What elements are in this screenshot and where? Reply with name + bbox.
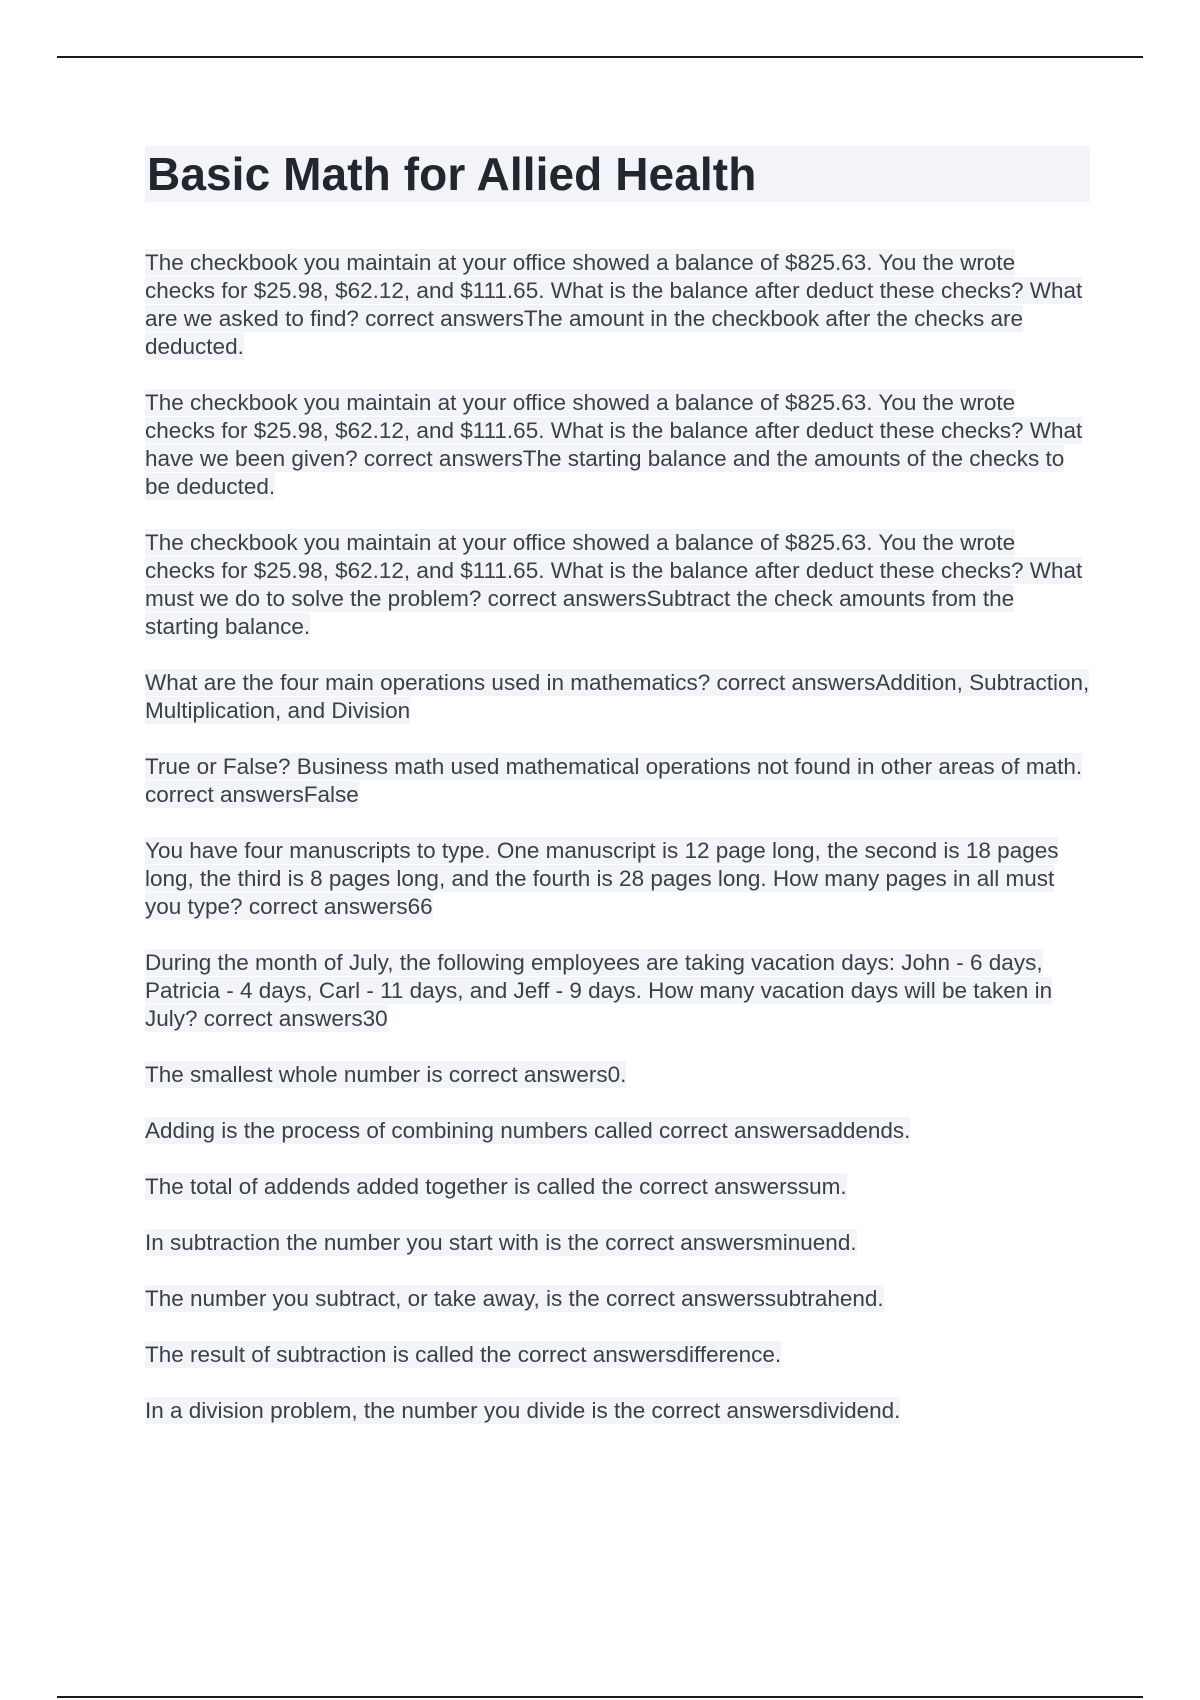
qa-item (145, 529, 1090, 641)
qa-item (145, 669, 1090, 725)
qa-text: The smallest whole number is correct answers0. (145, 1062, 627, 1087)
qa-text: Adding is the process of combining numbers called correct answersaddends. (145, 1118, 911, 1143)
qa-item (145, 1229, 1090, 1257)
qa-item (145, 837, 1090, 921)
qa-text: The result of subtraction is called the correct answersdifference. (145, 1342, 782, 1367)
qa-item (145, 1061, 1090, 1089)
top-divider (57, 56, 1143, 58)
qa-text: The checkbook you maintain at your office showed a balance of $825.63. You the wrote checks for $25.98, $62.12, and $111.65. What is the balance after deduct these checks? What have we been given? correct answersThe starting balance and the amounts of the checks to be deducted. (145, 390, 1083, 499)
qa-item (145, 1173, 1090, 1201)
qa-text: In subtraction the number you start with is the correct answersminuend. (145, 1230, 857, 1255)
qa-item (145, 1285, 1090, 1313)
qa-item (145, 1397, 1090, 1425)
qa-text: In a division problem, the number you divide is the correct answersdividend. (145, 1398, 901, 1423)
qa-item (145, 249, 1090, 361)
bottom-divider (57, 1696, 1143, 1698)
qa-text: The checkbook you maintain at your office showed a balance of $825.63. You the wrote checks for $25.98, $62.12, and $111.65. What is the balance after deduct these checks? What must we do to solve the problem? correct answersSubtract the check amounts from the starting balance. (145, 530, 1083, 639)
qa-item (145, 949, 1090, 1033)
document-title: Basic Math for Allied Health (145, 146, 1090, 202)
qa-item (145, 1341, 1090, 1369)
qa-item (145, 753, 1090, 809)
document-body (145, 146, 1090, 1453)
qa-text: What are the four main operations used in mathematics? correct answersAddition, Subtraction, Multiplication, and Division (145, 670, 1090, 723)
qa-text: You have four manuscripts to type. One manuscript is 12 page long, the second is 18 pages long, the third is 8 pages long, and the fourth is 28 pages long. How many pages in all must you type? correct answers66 (145, 838, 1059, 919)
qa-text: The checkbook you maintain at your office showed a balance of $825.63. You the wrote checks for $25.98, $62.12, and $111.65. What is the balance after deduct these checks? What are we asked to find? correct answersThe amount in the checkbook after the checks are deducted. (145, 250, 1083, 359)
qa-list (145, 249, 1090, 1425)
qa-text: During the month of July, the following employees are taking vacation days: John - 6 days, Patricia - 4 days, Carl - 11 days, and Jeff - 9 days. How many vacation days will be taken in July? correct answers30 (145, 950, 1053, 1031)
qa-item (145, 1117, 1090, 1145)
qa-text: True or False? Business math used mathematical operations not found in other areas of math. correct answersFalse (145, 754, 1083, 807)
qa-text: The total of addends added together is called the correct answerssum. (145, 1174, 847, 1199)
qa-text: The number you subtract, or take away, is the correct answerssubtrahend. (145, 1286, 884, 1311)
qa-item (145, 389, 1090, 501)
